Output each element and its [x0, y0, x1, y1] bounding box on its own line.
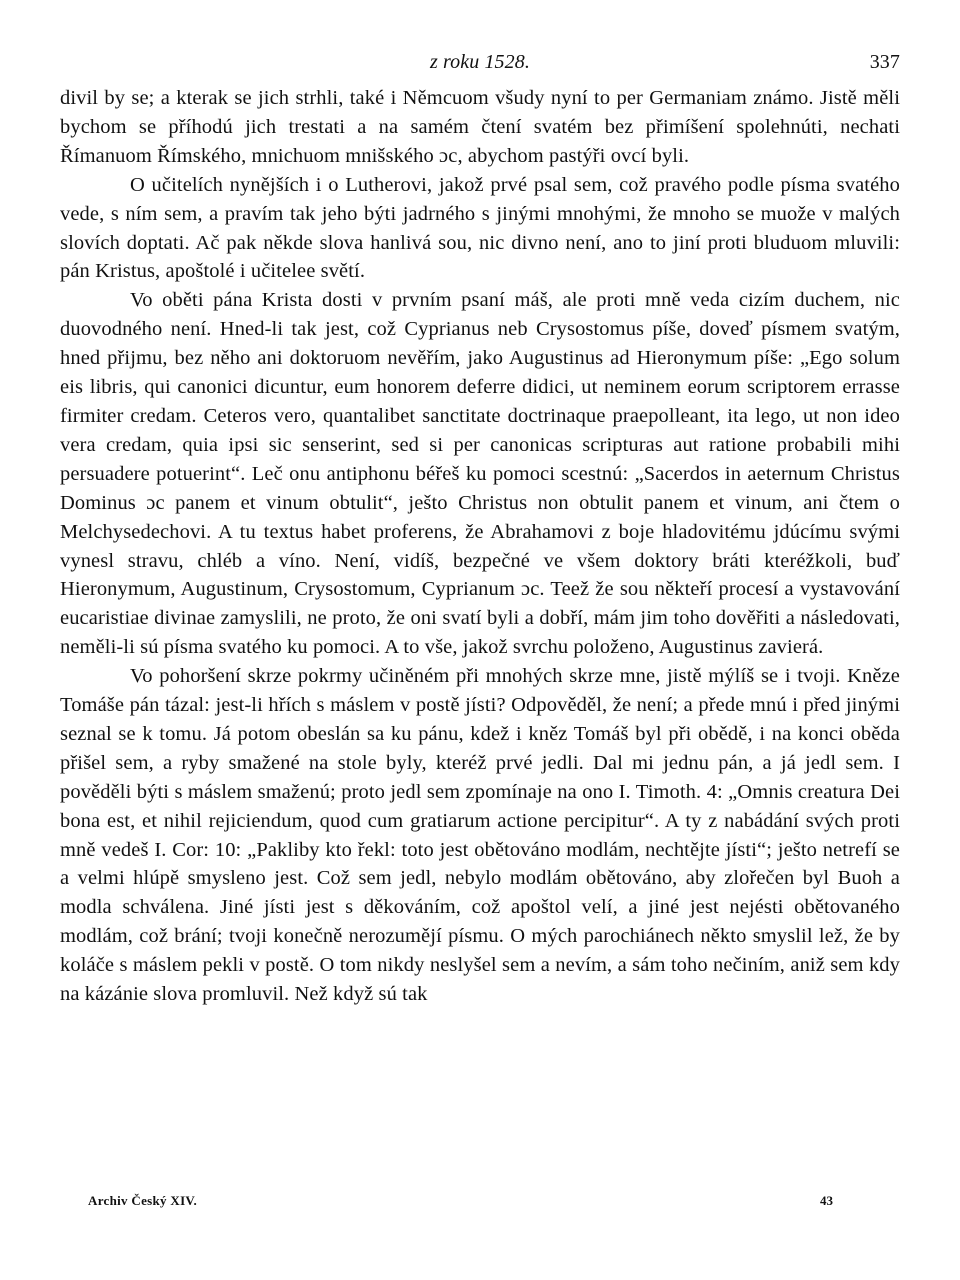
paragraph-teachers: O učitelích nynějších i o Lutherovi, jakož prvé psal sem, což pravého podle písma svatého vede, s ním sem, a pravím tak jeho býti jadrného s jinými mnohými, že mnoho se muože v malých slovích doptati. Ač pak někde slova hanlivá sou, nic divno není, ano to jiní proti bluduom mluvili: pán Kristus, apoštolé i učitelee světí. — [60, 173, 900, 283]
page-footer — [60, 1193, 900, 1213]
paragraph-food-offense: Vo pohoršení skrze pokrmy učiněném při mnohých skrze mne, jistě mýlíš se i tvoji. Kněze Tomáše pán tázal: jest-li hřích s máslem v postě jísti? Odpověděl, že není; a přede mnú i před jinými seznal se k tomu. Já potom obeslán sa ku pánu, kdež i kněz Tomáš byl při obědě, i na konci oběda přišel sem, a ryby smažené na stole byly, kteréž prvé jedli. Dal mi jednu pán, a já jedl sem. I pověděli býti s máslem smaženú; proto jedl sem zpomínaje na ono I. Timoth. 4: „Omnis creatura Dei bona est, et nihil rejiciendum, quod cum gratiarum actione percipitur“. A ty z nabádání svých proti mně vedeš I. Cor: 10: „Pakliby kto řekl: toto jest obětováno modlám, nechtějte jísti“; ješto netrefí se a velmi hlúpě smysleno jest. Což sem jedl, nebylo modlám obětováno, aby zlořečen byl Buoh a modla schválena. Jiné jísti jest s děkováním, což apoštol velí, a jiné jest nejésti obětovaného modlám, což brání; tvoji konečně nerozumějí písmu. O mých parochiánech někto smyslil lež, že by koláče s máslem pekli v postě. O tom nikdy neslyšel sem a nevím, a sám toho nečiním, aniž sem kdy na kázánie slova promluvil. Než když sú tak — [60, 665, 900, 1006]
running-title: z roku 1528. — [430, 51, 530, 73]
page-header — [60, 48, 900, 84]
document-page — [60, 48, 900, 1009]
sheet-signature: 43 — [820, 1193, 833, 1208]
paragraph-sacrifice: Vo oběti pána Krista dosti v prvním psaní máš, ale proti mně veda cizím duchem, nic duovodného není. Hned-li tak jest, což Cyprianus neb Crysostomus píše, doveď písmem svatým, hned přijmu, bez něho ani doktoruom nevěřím, jako Augustinus ad Hieronymum píše: „Ego solum eis libris, qui canonici dicuntur, eum honorem deferre didici, ut neminem eorum scriptorem errasse firmiter credam. Ceteros vero, quantalibet sanctitate doctrinaque praepolleant, ita lego, ut non ideo vera credam, quia ipsi sic senserint, sed si per canonicas scripturas aut ratione probabili mihi persuadere potuerint“. Leč onu antiphonu béřeš ku pomoci scestnú: „Sacerdos in aeternum Christus Dominus ɔc panem et vinum obtulit“, ješto Christus non obtulit panem et vinum, ani čtem o Melchysedechovi. A tu textus habet proferens, že Abrahamovi z boje hladovitému jdúcímu svými vynesl stravu, chléb a víno. Není, vidíš, bezpečné ve všem doktory bráti kteréžkoli, buď Hieronymum, Augustinum, Crysostomum, Cyprianum ɔc. Teež že sou někteří procesí a vystavování eucaristiae divinae zamyslili, ne proto, že oni svatí byli a dobří, mám jim toho dověřiti a následovati, neměli-li sú písma svatého ku pomoci. A to vše, jakož svrchu položeno, Augustinus zavierá. — [60, 289, 900, 659]
paragraph-continuation: divil by se; a kterak se jich strhli, také i Němcuom všudy nyní to per Germaniam známo. Jistě měli bychom se příhodú jich trestati a na samém čtení svatém bez přimíšení spolehnúti, nechati Římanuom Římského, mnichuom mnišského ɔc, abychom pastýři ovcí byli. — [60, 87, 900, 167]
printer-signature: Archiv Český XIV. — [88, 1193, 197, 1208]
page-number: 337 — [869, 51, 900, 73]
